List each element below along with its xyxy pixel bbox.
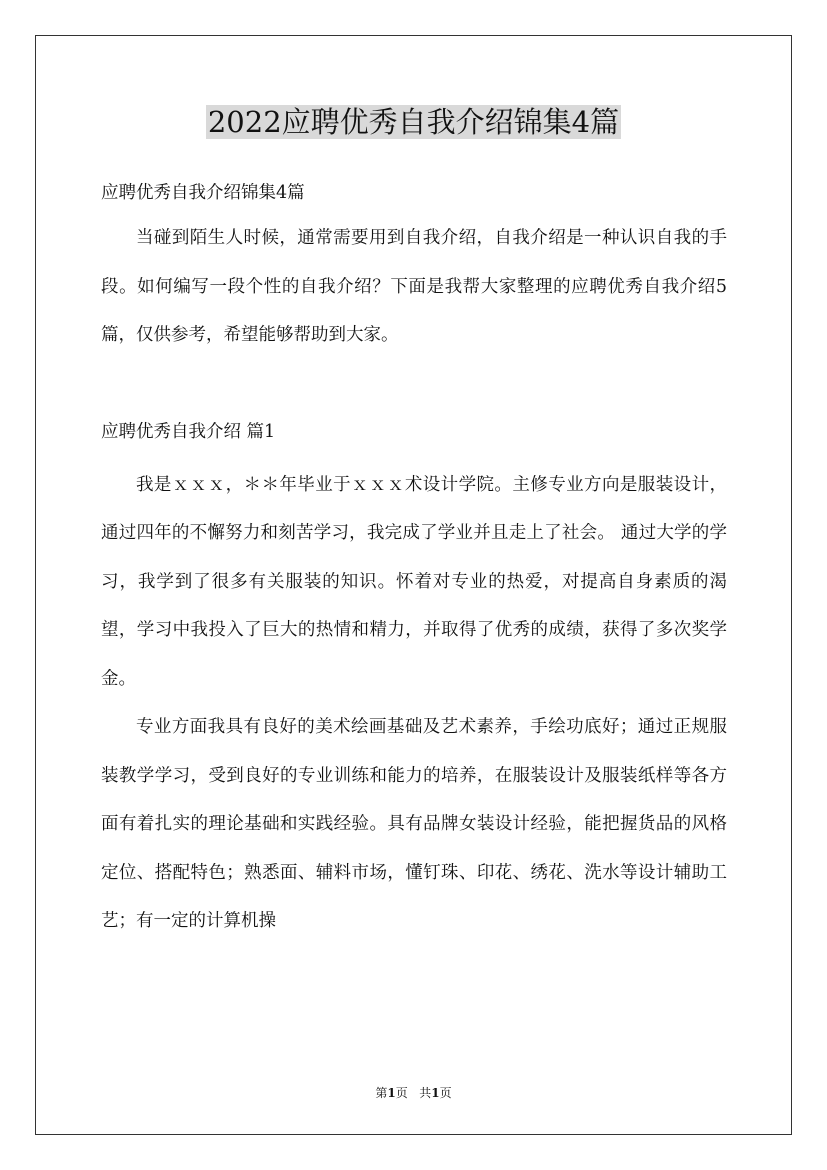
footer-page-suffix: 页 <box>395 1086 408 1100</box>
footer-page-prefix: 第 <box>375 1086 388 1100</box>
document-body <box>101 172 727 946</box>
section-heading: 应聘优秀自我介绍 篇1 <box>101 421 276 442</box>
page-footer <box>0 1084 827 1102</box>
section-spacer <box>101 360 727 411</box>
intro-paragraph: 当碰到陌生人时候，通常需要用到自我介绍，自我介绍是一种认识自我的手段。如何编写一段个性的自我介绍？下面是我帮大家整理的应聘优秀自我介绍5篇，仅供参考，希望能够帮助到大家。 <box>101 228 727 345</box>
footer-page-number: 1 <box>387 1086 396 1100</box>
footer-total-prefix: 共 <box>419 1086 432 1100</box>
footer-total-suffix: 页 <box>439 1086 452 1100</box>
section-paragraph-2: 专业方面我具有良好的美术绘画基础及艺术素养，手绘功底好；通过正规服装教学学习，受到良好的专业训练和能力的培养，在服装设计及服装纸样等各方面有着扎实的理论基础和实践经验。具有品牌女装设计经验，能把握货品的风格定位、搭配特色；熟悉面、辅料市场，懂钉珠、印花、绣花、洗水等设计辅助工艺；有一定的计算机操 <box>101 717 727 931</box>
footer-total-number: 1 <box>431 1086 440 1100</box>
document-title <box>0 100 827 144</box>
document-title-text: 2022应聘优秀自我介绍锦集4篇 <box>207 105 620 139</box>
section-paragraph-1: 我是ｘｘｘ，＊＊年毕业于ｘｘｘ术设计学院。主修专业方向是服装设计，通过四年的不懈努力和刻苦学习，我完成了学业并且走上了社会。 通过大学的学习，我学到了很多有关服装的知识。怀着对专业的热爱，对提高自身素质的渴望，学习中我投入了巨大的热情和精力，并取得了优秀的成绩，获得了多次奖学金。 <box>101 474 727 689</box>
document-subtitle: 应聘优秀自我介绍锦集4篇 <box>101 183 305 203</box>
